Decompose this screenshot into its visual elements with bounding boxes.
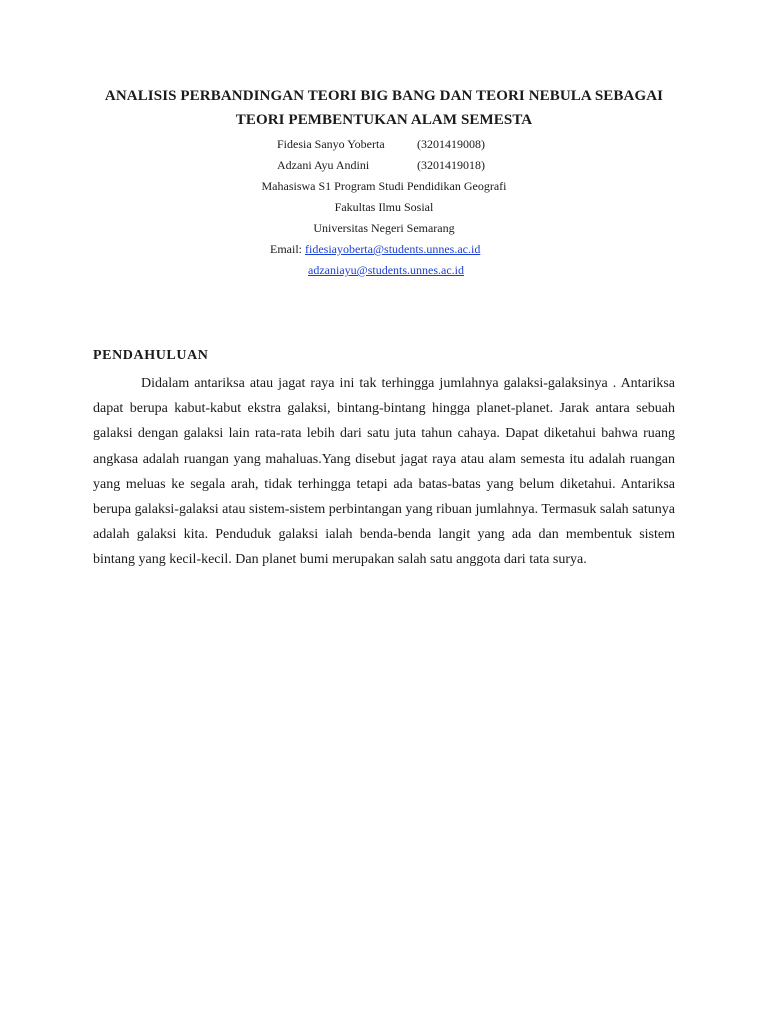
section-paragraph: Didalam antariksa atau jagat raya ini tak terhingga jumlahnya galaksi-galaksinya . Antariksa dapat berupa kabut-kabut ekstra galaksi, bintang-bintang hingga planet-planet. Jarak antara sebuah galaksi dengan galaksi lain rata-rata lebih dari satu juta tahun cahaya. Dapat diketahui bahwa ruang angkasa adalah ruangan yang mahaluas.Yang disebut jagat raya atau alam semesta itu adalah ruangan yang meluas ke segala arah, tidak terhingga tetapi ada batas-batas yang belum diketahui. Antariksa berupa galaksi-galaksi atau sistem-sistem perbintangan yang ribuan jumlahnya. Termasuk salah satunya adalah galaksi kita. Penduduk galaksi ialah benda-benda langit yang ada dan membentuk sistem bintang yang kecil-kecil. Dan planet bumi merupakan salah satu anggota dari tata surya. — [93, 376, 675, 568]
email-row — [270, 239, 480, 260]
author-student-id: (3201419008) — [417, 137, 485, 151]
section-heading: PENDAHULUAN — [93, 348, 209, 363]
email-label: Email: — [270, 242, 302, 256]
affiliation-faculty: Fakultas Ilmu Sosial — [334, 200, 434, 214]
email-link-1[interactable]: fidesiayoberta@students.unnes.ac.id — [305, 242, 481, 256]
email-link-2[interactable]: adzaniayu@students.unnes.ac.id — [308, 263, 465, 277]
author-student-id: (3201419018) — [417, 158, 485, 172]
author-name: Fidesia Sanyo Yoberta — [277, 137, 385, 151]
author-row — [277, 155, 497, 176]
email-row-2 — [308, 260, 464, 281]
affiliation-program: Mahasiswa S1 Program Studi Pendidikan Geografi — [261, 179, 507, 193]
paper-title-line-1: ANALISIS PERBANDINGAN TEORI BIG BANG DAN TEORI NEBULA SEBAGAI — [104, 88, 664, 104]
author-row — [277, 134, 497, 155]
author-name: Adzani Ayu Andini — [277, 158, 370, 172]
affiliation-university: Universitas Negeri Semarang — [313, 221, 455, 235]
paper-title-line-2: TEORI PEMBENTUKAN ALAM SEMESTA — [235, 112, 533, 128]
